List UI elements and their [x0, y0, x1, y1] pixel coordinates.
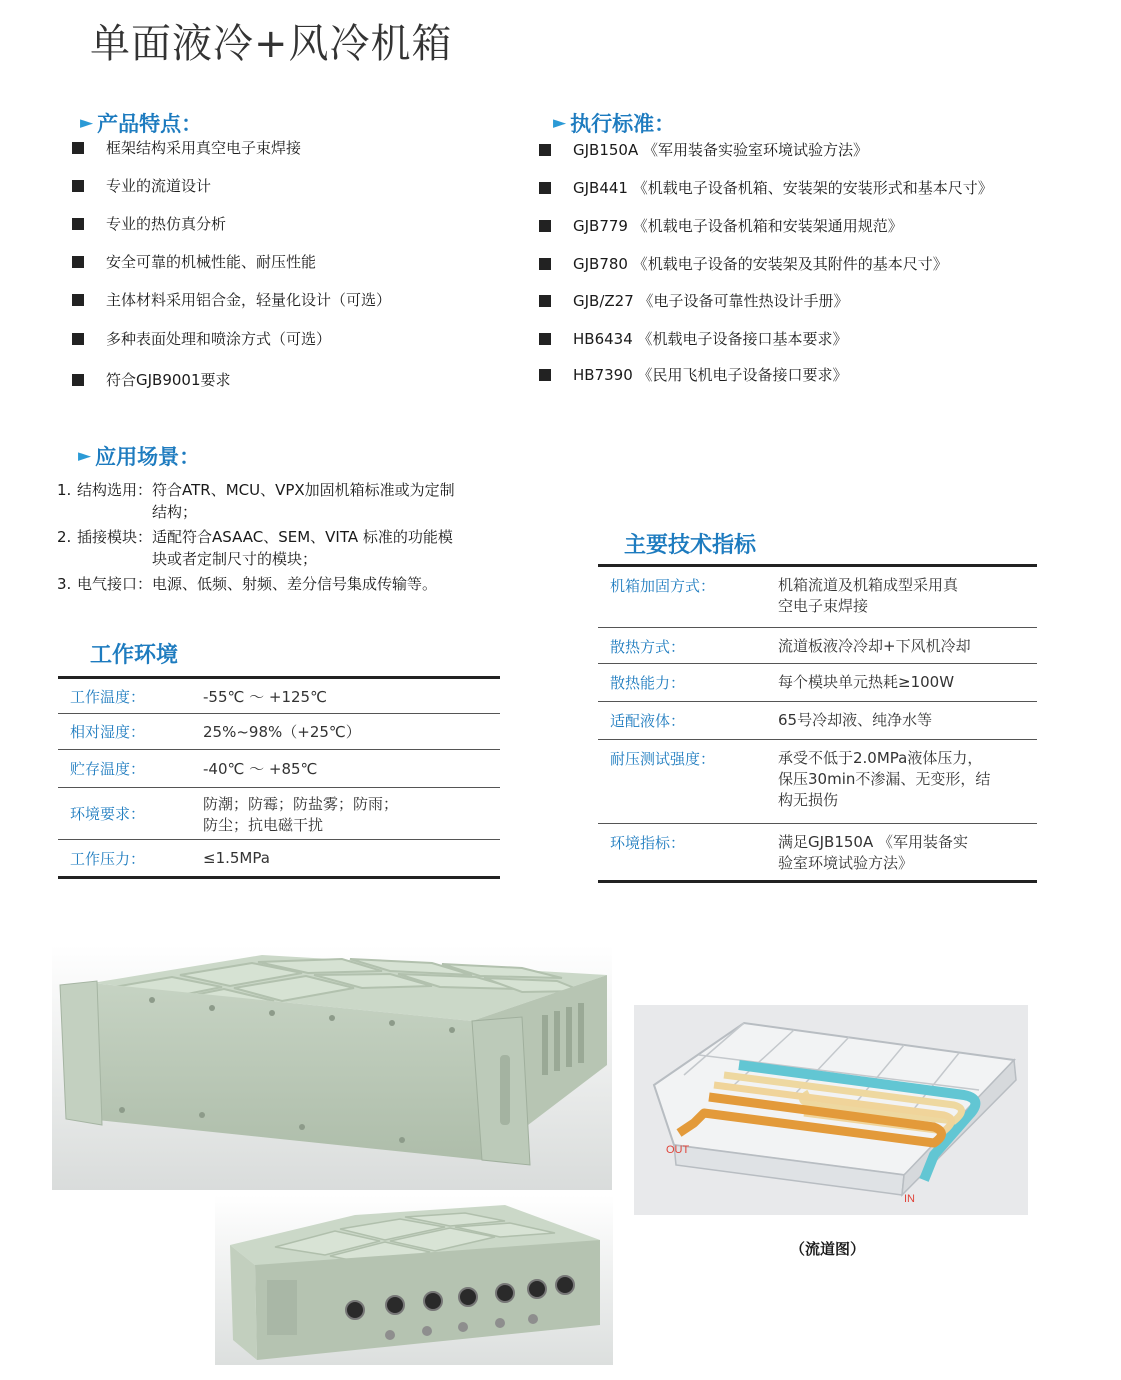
tech-key: 机箱加固方式： — [598, 566, 778, 628]
tech-key: 散热能力： — [598, 664, 778, 702]
tech-value-line: 保压30min不渗漏、无变形，结 — [778, 770, 991, 788]
application-label: 电气接口： — [77, 575, 153, 593]
tech-row — [598, 566, 1037, 628]
flow-channel-diagram — [634, 1005, 1028, 1215]
square-bullet-icon — [539, 369, 551, 381]
applications-heading-text: 应用场景： — [95, 445, 201, 469]
tech-row — [598, 740, 1037, 824]
application-text-cont: 块或者定制尺寸的模块； — [152, 550, 318, 568]
tech-row — [598, 664, 1037, 702]
standard-text: HB6434 《机载电子设备接口基本要求》 — [573, 330, 848, 348]
environment-table — [58, 676, 500, 879]
feature-item — [72, 289, 391, 310]
environment-value-line: ≤1.5MPa — [203, 849, 270, 867]
environment-value-line: 防尘；抗电磁干扰 — [203, 815, 324, 834]
chassis-photo-front — [52, 945, 612, 1190]
tech-value — [778, 664, 1037, 702]
feature-item — [72, 137, 301, 158]
triangle-bullet-icon: ► — [80, 113, 94, 133]
application-text: 电源、低频、射频、差分信号集成传输等。 — [152, 575, 438, 593]
square-bullet-icon — [72, 218, 84, 230]
standard-text: HB7390 《民用飞机电子设备接口要求》 — [573, 366, 848, 384]
environment-row — [58, 678, 500, 714]
tech-value-line: 承受不低于2.0MPa液体压力， — [778, 749, 983, 767]
environment-value — [203, 750, 500, 788]
feature-text: 专业的热仿真分析 — [106, 215, 227, 233]
feature-text: 框架结构采用真空电子束焊接 — [106, 139, 302, 157]
feature-text: 安全可靠的机械性能、耐压性能 — [106, 253, 317, 271]
application-label: 结构选用： — [77, 481, 153, 499]
environment-heading: 工作环境 — [90, 643, 179, 668]
square-bullet-icon — [72, 256, 84, 268]
features-heading-text: 产品特点： — [97, 112, 203, 136]
standard-text: GJB780 《机载电子设备的安装架及其附件的基本尺寸》 — [573, 255, 948, 273]
environment-key: 贮存温度： — [58, 750, 203, 788]
applications-list — [57, 479, 507, 598]
tech-row — [598, 824, 1037, 882]
standard-item — [539, 364, 848, 385]
environment-row — [58, 714, 500, 750]
environment-key: 工作压力： — [58, 840, 203, 878]
feature-text: 主体材料采用铝合金，轻量化设计（可选） — [106, 291, 392, 309]
environment-row — [58, 788, 500, 840]
square-bullet-icon — [72, 374, 84, 386]
tech-table — [598, 564, 1037, 883]
environment-value — [203, 840, 500, 878]
standard-text: GJB150A 《军用装备实验室环境试验方法》 — [573, 141, 868, 159]
environment-value — [203, 788, 500, 840]
features-heading — [80, 108, 202, 138]
application-number: 1. — [57, 481, 72, 499]
application-item — [57, 526, 507, 570]
application-text: 符合ATR、MCU、VPX加固机箱标准或为定制 — [152, 481, 455, 499]
tech-heading: 主要技术指标 — [624, 533, 757, 558]
tech-value — [778, 740, 1037, 824]
feature-item — [72, 251, 316, 272]
environment-value-line: -55℃ ～ +125℃ — [203, 687, 327, 706]
feature-item — [72, 213, 226, 234]
standard-item — [539, 215, 903, 236]
tech-value — [778, 702, 1037, 740]
square-bullet-icon — [539, 144, 551, 156]
tech-value-line: 流道板液冷冷却+下风机冷却 — [778, 637, 971, 655]
tech-value — [778, 628, 1037, 664]
standard-text: GJB/Z27 《电子设备可靠性热设计手册》 — [573, 292, 849, 310]
flow-in-label: IN — [904, 1193, 915, 1205]
square-bullet-icon — [539, 182, 551, 194]
tech-value-line: 机箱流道及机箱成型采用真 — [778, 576, 959, 594]
chassis-photo-rear — [215, 1195, 613, 1365]
feature-item — [72, 328, 331, 349]
square-bullet-icon — [72, 142, 84, 154]
feature-item — [72, 175, 211, 196]
standard-item — [539, 139, 868, 160]
application-item — [57, 479, 507, 523]
tech-key: 环境指标： — [598, 824, 778, 882]
standard-text: GJB779 《机载电子设备机箱和安装架通用规范》 — [573, 217, 903, 235]
application-number: 2. — [57, 528, 72, 546]
feature-text: 符合GJB9001要求 — [106, 371, 231, 389]
square-bullet-icon — [539, 333, 551, 345]
tech-key: 散热方式： — [598, 628, 778, 664]
square-bullet-icon — [539, 220, 551, 232]
environment-value — [203, 714, 500, 750]
tech-row — [598, 702, 1037, 740]
standard-item — [539, 253, 948, 274]
standard-item — [539, 328, 848, 349]
application-text: 适配符合ASAAC、SEM、VITA 标准的功能模 — [152, 528, 453, 546]
standards-heading — [553, 108, 675, 138]
environment-value — [203, 678, 500, 714]
standard-item — [539, 177, 993, 198]
environment-value-line: 25%~98%（+25℃） — [203, 723, 361, 741]
standards-heading-text: 执行标准： — [570, 112, 676, 136]
square-bullet-icon — [72, 294, 84, 306]
applications-heading — [78, 441, 200, 471]
square-bullet-icon — [539, 295, 551, 307]
environment-key: 工作温度： — [58, 678, 203, 714]
triangle-bullet-icon: ► — [78, 446, 92, 466]
tech-row — [598, 628, 1037, 664]
tech-value-line: 空电子束焊接 — [778, 597, 869, 615]
triangle-bullet-icon: ► — [553, 113, 567, 133]
flow-out-label: OUT — [666, 1144, 690, 1156]
feature-text: 多种表面处理和喷涂方式（可选） — [106, 330, 332, 348]
tech-value-line: 满足GJB150A 《军用装备实 — [778, 833, 968, 851]
tech-value-line: 65号冷却液、纯净水等 — [778, 711, 933, 729]
page-title: 单面液冷+风冷机箱 — [90, 21, 453, 67]
tech-value — [778, 566, 1037, 628]
environment-row — [58, 750, 500, 788]
tech-key: 耐压测试强度： — [598, 740, 778, 824]
tech-value-line: 验室环境试验方法》 — [778, 854, 914, 872]
standard-item — [539, 290, 849, 311]
environment-key: 环境要求： — [58, 788, 203, 840]
tech-value-line: 构无损伤 — [778, 791, 839, 809]
feature-item — [72, 369, 231, 390]
application-text-cont: 结构； — [152, 503, 198, 521]
application-number: 3. — [57, 575, 72, 593]
tech-value — [778, 824, 1037, 882]
tech-key: 适配液体： — [598, 702, 778, 740]
feature-text: 专业的流道设计 — [106, 177, 212, 195]
application-item — [57, 573, 507, 595]
square-bullet-icon — [539, 258, 551, 270]
environment-row — [58, 840, 500, 878]
application-label: 插接模块： — [77, 528, 153, 546]
environment-value-line: 防潮；防霉；防盐雾；防雨； — [203, 794, 399, 813]
environment-key: 相对湿度： — [58, 714, 203, 750]
square-bullet-icon — [72, 180, 84, 192]
square-bullet-icon — [72, 333, 84, 345]
flow-caption: （流道图） — [790, 1240, 866, 1258]
environment-value-line: -40℃ ～ +85℃ — [203, 760, 318, 778]
standard-text: GJB441 《机载电子设备机箱、安装架的安装形式和基本尺寸》 — [573, 179, 993, 197]
tech-value-line: 每个模块单元热耗≥100W — [778, 673, 955, 691]
